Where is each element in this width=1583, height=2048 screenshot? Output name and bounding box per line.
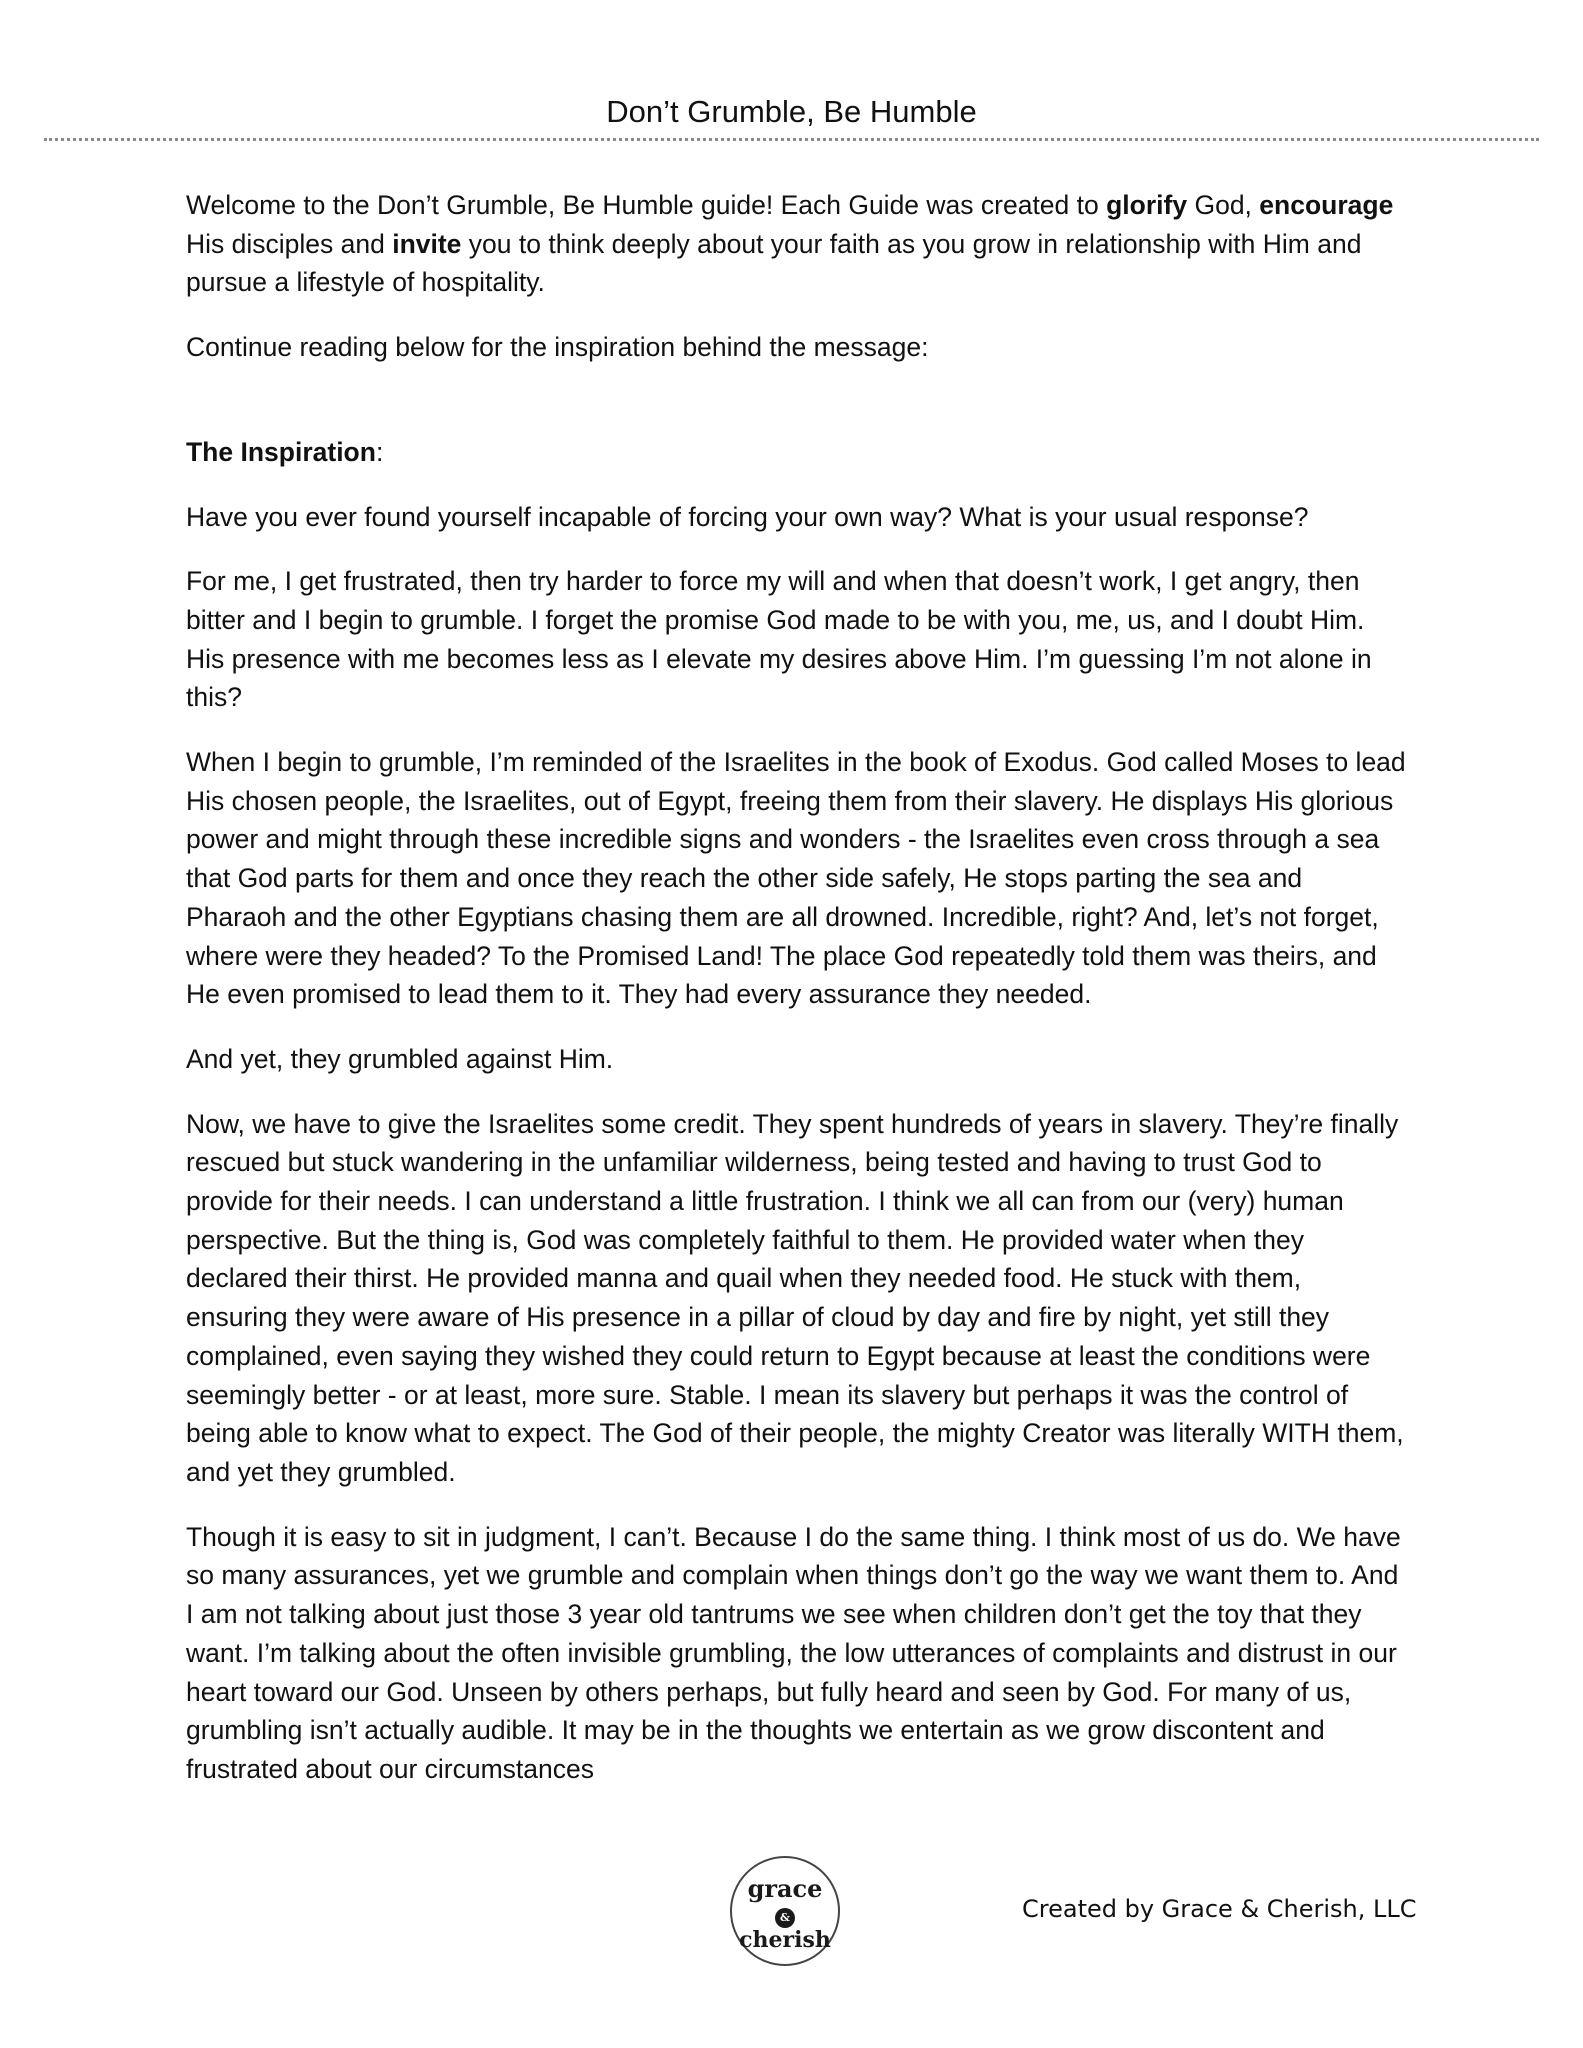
- glorify-emphasis: glorify: [1106, 190, 1188, 220]
- body-paragraph: Now, we have to give the Israelites some credit. They spent hundreds of years in slavery. They’re finally rescued but stuck wandering in the unfamiliar wilderness, being tested and having to trust God to provide for their needs. I can understand a little frustration. I think we all can from our (very) human perspective. But the thing is, God was completely faithful to them. He provided water when they declared their thirst. He provided manna and quail when they needed food. He stuck with them, ensuring they were aware of His presence in a pillar of cloud by day and fire by night, yet still they complained, even saying they wished they could return to Egypt because at least the conditions were seemingly better - or at least, more sure. Stable. I mean its slavery but perhaps it was the control of being able to know what to expect. The God of their people, the mighty Creator was literally WITH them, and yet they grumbled.: [186, 1108, 1404, 1487]
- intro-text-1: Welcome to the Don’t Grumble, Be Humble guide! Each Guide was created to: [186, 190, 1107, 220]
- inspiration-heading-colon: :: [375, 436, 384, 467]
- body-paragraph: Though it is easy to sit in judgment, I can’t. Because I do the same thing. I think most of us do. We have so many assurances, yet we grumble and complain when things don’t go the way we want them to. And I am not talking about just those 3 year old tantrums we see when children don’t get the toy that they want. I’m talking about the often invisible grumbling, the low utterances of complaints and distrust in our heart toward our God. Unseen by others perhaps, but fully heard and seen by God. For many of us, grumbling isn’t actually audible. It may be in the thoughts we entertain as we grow discontent and frustrated about our circumstances: [186, 1521, 1401, 1784]
- page-title: Don’t Grumble, Be Humble: [606, 94, 977, 129]
- logo-word-cherish: cherish: [739, 1927, 831, 1953]
- grace-cherish-logo: [730, 1856, 840, 1966]
- body-paragraph: And yet, they grumbled against Him.: [186, 1043, 614, 1074]
- encourage-emphasis: encourage: [1259, 190, 1394, 220]
- inspiration-heading: [186, 433, 1406, 472]
- page-header: [0, 0, 1583, 150]
- dotted-divider: [44, 138, 1539, 141]
- intro-text-4: you to think deeply about your faith as you grow in relationship with Him and pursue a lifestyle of hospitality.: [186, 228, 1362, 298]
- logo-word-grace: grace: [747, 1874, 823, 1903]
- inspiration-heading-label: The Inspiration: [186, 436, 376, 467]
- document-body: [186, 186, 1406, 1815]
- intro-paragraph: [186, 186, 1406, 302]
- intro-text-3: His disciples and: [186, 228, 393, 259]
- body-paragraph: For me, I get frustrated, then try harder to force my will and when that doesn’t work, I get angry, then bitter and I begin to grumble. I forget the promise God made to be with you, me, us, and I doubt Him. His presence with me becomes less as I elevate my desires above Him. I’m guessing I’m not alone in this?: [186, 566, 1372, 713]
- logo-ampersand: &: [775, 1908, 795, 1928]
- intro-text-2: God,: [1187, 190, 1260, 220]
- body-paragraph: When I begin to grumble, I’m reminded of the Israelites in the book of Exodus. God called Moses to lead His chosen people, the Israelites, out of Egypt, freeing them from their slavery. He displays His glorious power and might through these incredible signs and wonders - the Israelites even cross through a sea that God parts for them and once they reach the other side safely, He stops parting the sea and Pharaoh and the other Egyptians chasing them are all drowned. Incredible, right? And, let’s not forget, where were they headed? To the Promised Land! The place God repeatedly told them was theirs, and He even promised to lead them to it. They had every assurance they needed.: [186, 747, 1406, 1010]
- page-footer: [0, 1850, 1583, 1990]
- invite-emphasis: invite: [392, 228, 462, 259]
- body-paragraph: Have you ever found yourself incapable of forcing your own way? What is your usual response?: [186, 501, 1309, 532]
- continue-reading-paragraph: Continue reading below for the inspiration behind the message:: [186, 332, 929, 363]
- copyright-credit: Created by Grace & Cherish, LLC: [1022, 1895, 1417, 1923]
